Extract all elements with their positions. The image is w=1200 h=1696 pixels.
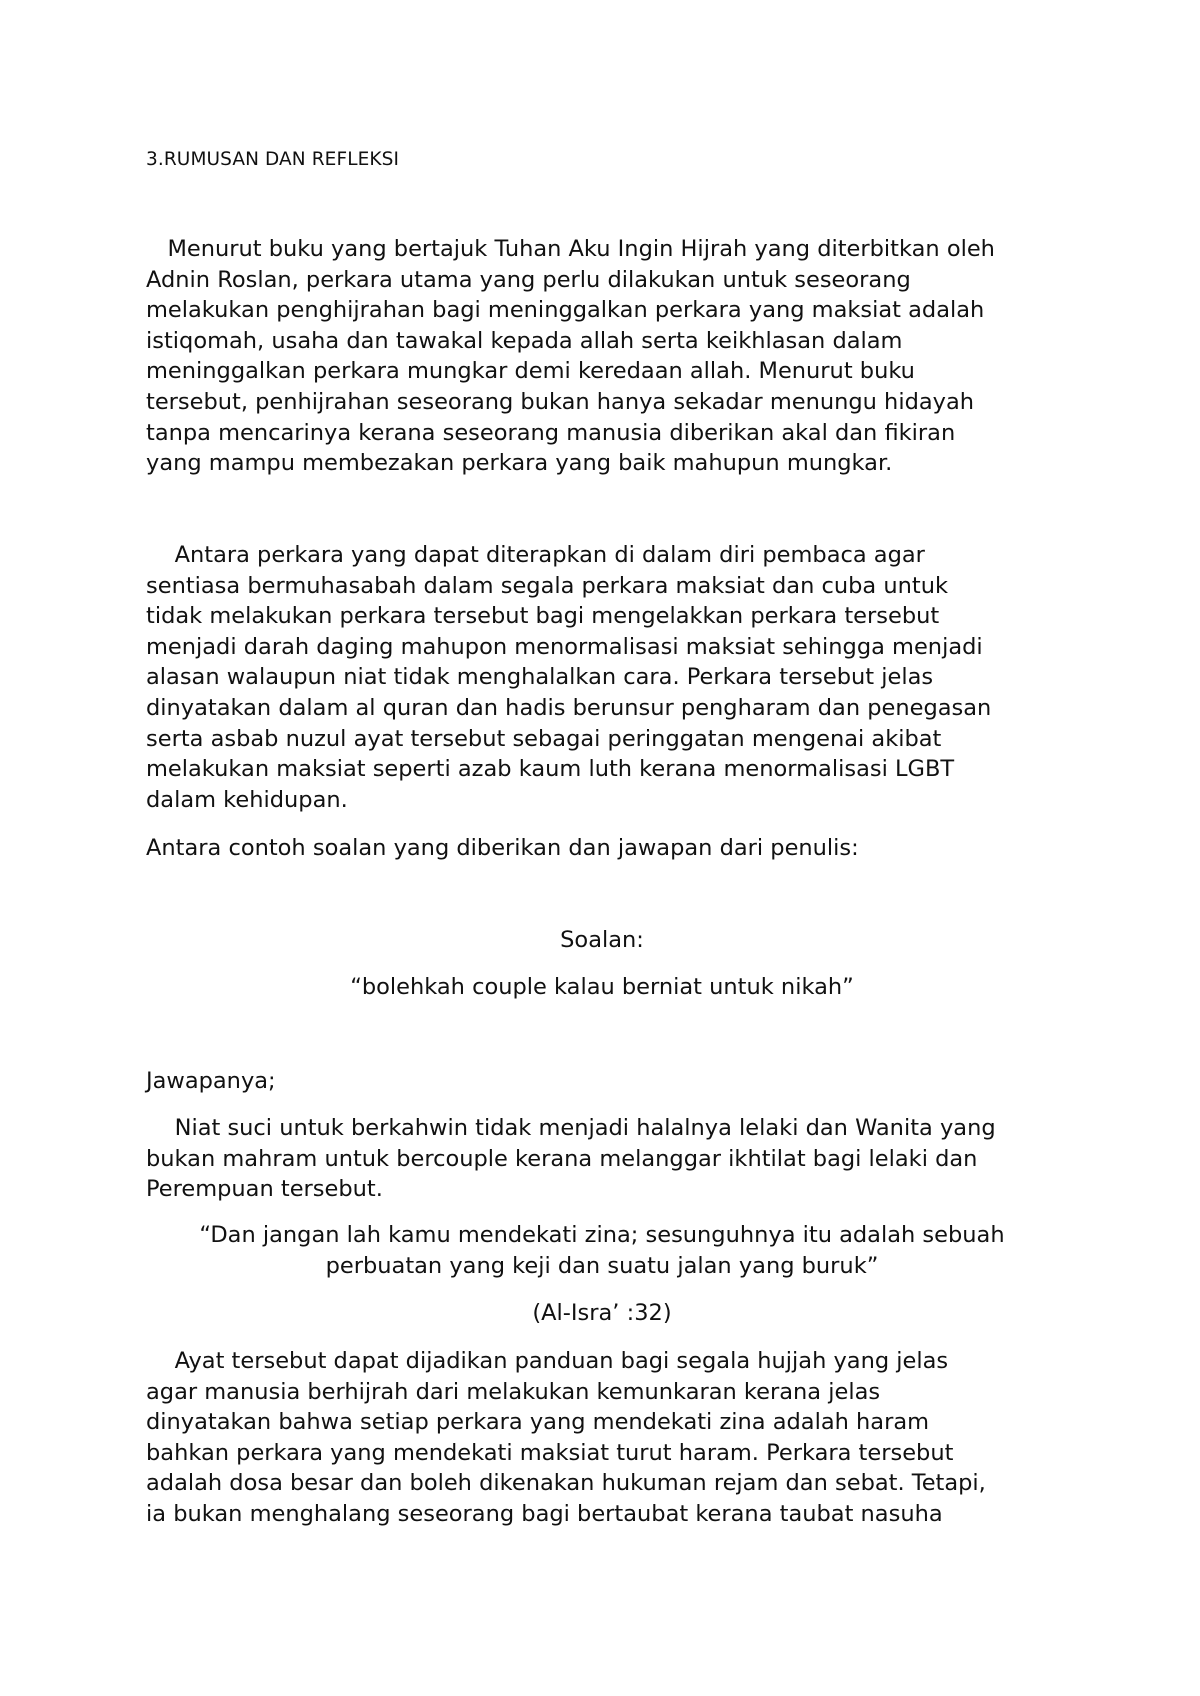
- paragraph-line: Perempuan tersebut.: [146, 1176, 383, 1203]
- paragraph-explanation: [146, 1346, 1066, 1530]
- paragraph-line: adalah dosa besar dan boleh dikenakan hukuman rejam dan sebat. Tetapi,: [146, 1470, 986, 1497]
- paragraph-answer: [146, 1113, 1066, 1205]
- paragraph-line: yang mampu membezakan perkara yang baik mahupun mungkar.: [146, 450, 893, 477]
- paragraph-line: Ayat tersebut dapat dijadikan panduan bagi segala hujjah yang jelas: [146, 1348, 949, 1374]
- paragraph-line: alasan walaupun niat tidak menghalalkan cara. Perkara tersebut jelas: [146, 664, 934, 691]
- paragraph-line: bahkan perkara yang mendekati maksiat turut haram. Perkara tersebut: [146, 1439, 954, 1466]
- paragraph-line: meninggalkan perkara mungkar demi keredaan allah. Menurut buku: [146, 358, 915, 385]
- paragraph-line: Adnin Roslan, perkara utama yang perlu dilakukan untuk seseorang: [146, 266, 911, 293]
- answer-label: [146, 1066, 1066, 1097]
- section-heading: 3.RUMUSAN DAN REFLEKSI: [146, 149, 400, 170]
- paragraph-line: agar manusia berhijrah dari melakukan kemunkaran kerana jelas: [146, 1378, 881, 1405]
- quote-reference: (Al-Isra’ :32): [532, 1300, 672, 1326]
- paragraph-line: Antara contoh soalan yang diberikan dan jawapan dari penulis:: [146, 835, 859, 861]
- paragraph-line: melakukan penghijrahan bagi meninggalkan perkara yang maksiat adalah: [146, 297, 985, 324]
- quote-line: perbuatan yang keji dan suatu jalan yang buruk”: [325, 1252, 879, 1279]
- paragraph-line: istiqomah, usaha dan tawakal kepada allah serta keikhlasan dalam: [146, 327, 903, 354]
- paragraph-line: Jawapanya;: [146, 1068, 276, 1094]
- quran-quote: [146, 1220, 1058, 1281]
- paragraph-line: dalam kehidupan.: [146, 786, 348, 813]
- paragraph-reflection: [146, 540, 1066, 815]
- paragraph-line: menjadi darah daging mahupon menormalisasi maksiat sehingga menjadi: [146, 633, 983, 660]
- paragraph-line: ia bukan menghalang seseorang bagi bertaubat kerana taubat nasuha: [146, 1500, 943, 1527]
- paragraph-line: sentiasa bermuhasabah dalam segala perkara maksiat dan cuba untuk: [146, 572, 948, 599]
- paragraph-line: tanpa mencarinya kerana seseorang manusia diberikan akal dan fikiran: [146, 419, 956, 446]
- paragraph-line: tersebut, penhijrahan seseorang bukan hanya sekadar menungu hidayah: [146, 388, 975, 415]
- paragraph-line: melakukan maksiat seperti azab kaum luth kerana menormalisasi LGBT: [146, 756, 955, 783]
- paragraph-line: Menurut buku yang bertajuk Tuhan Aku Ingin Hijrah yang diterbitkan oleh: [146, 236, 995, 262]
- paragraph-summary: [146, 234, 1066, 479]
- question-text: “bolehkah couple kalau berniat untuk nikah”: [350, 974, 854, 1000]
- paragraph-line: tidak melakukan perkara tersebut bagi mengelakkan perkara tersebut: [146, 603, 940, 630]
- paragraph-line: Antara perkara yang dapat diterapkan di dalam diri pembaca agar: [146, 542, 925, 568]
- intro-line: [146, 833, 1066, 864]
- paragraph-line: dinyatakan dalam al quran dan hadis berunsur pengharam dan penegasan: [146, 694, 992, 721]
- quote-line: “Dan jangan lah kamu mendekati zina; sesunguhnya itu adalah sebuah: [199, 1222, 1005, 1248]
- paragraph-line: Niat suci untuk berkahwin tidak menjadi halalnya lelaki dan Wanita yang: [146, 1115, 996, 1141]
- question-label: Soalan:: [560, 927, 644, 953]
- paragraph-line: bukan mahram untuk bercouple kerana melanggar ikhtilat bagi lelaki dan: [146, 1145, 978, 1172]
- paragraph-line: dinyatakan bahwa setiap perkara yang mendekati zina adalah haram: [146, 1409, 930, 1436]
- paragraph-line: serta asbab nuzul ayat tersebut sebagai peringgatan mengenai akibat: [146, 725, 942, 752]
